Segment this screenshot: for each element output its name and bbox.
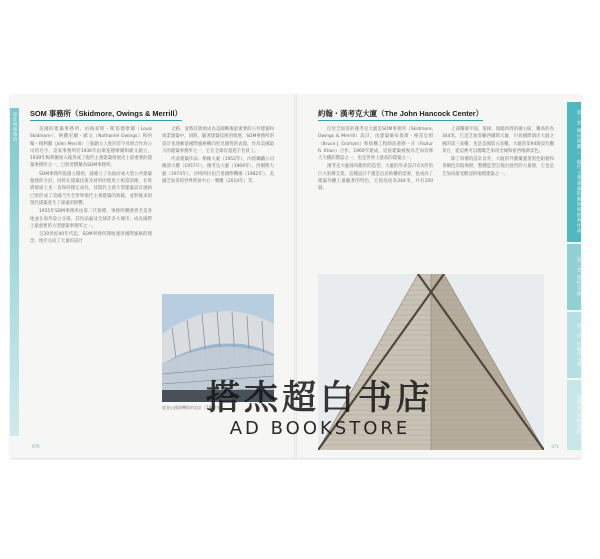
left-column-2 <box>162 126 274 186</box>
left-photo-caption: 霍金山國際機場的設計（1982年） <box>162 405 225 410</box>
right-page-number: 071 <box>551 445 559 450</box>
right-column-2 <box>442 126 554 179</box>
watermark-english: AD BOOKSTORE <box>229 418 411 439</box>
right-col2-paragraph: 上部樓層平面、電梯、環繞四周的辦公區，樓高約為344米，它是芝加哥繼西爾斯大廈、川普國際酒店大廈之後的第三高樓，也是美國第五高樓，大廈的第94層設有觀景台，從這裡可以俯瞰芝加哥全城和密西根湖景色。 <box>442 127 554 154</box>
chapter-tab-4[interactable] <box>567 380 581 450</box>
left-col1-paragraph: 自20世紀40年代起，SOM事務所開始運用國際風格的理念，逐步完成了大量的設計 <box>30 232 152 245</box>
chapter-tab-3-label: 第三章 后現代主義 <box>576 322 581 368</box>
bookstore-watermark <box>170 380 470 439</box>
chapter-tab-1-label: 第一章 城市規劃 ｜ 現代主義建築的開始與經典作品 <box>576 110 581 234</box>
chapter-tabs <box>567 102 581 450</box>
right-column-1 <box>318 126 433 194</box>
left-column-1 <box>30 126 152 247</box>
chapter-tab-1[interactable] <box>567 102 581 242</box>
left-side-tab-label: 設計與建築的 <box>13 112 18 142</box>
left-heading: SOM 事務所（Skidmore, Owings & Merrill） <box>30 108 182 121</box>
right-heading: 約翰・漢考克大廈（The John Hancock Center） <box>318 108 483 121</box>
right-col1-paragraph: 位於芝加哥的漢考克大廈是SOM事務所（Skidmore, Owings & Merrill）設計，由建築師布魯斯・格雷厄姆（Bruce J. Graham）和結構工程師法茲勒・汗（Fazlur R. Khan）合作，1969年建成，這座建築被視為芝加哥摩天大樓的標誌之一，也是世界上最高的建築之一。 <box>318 127 433 162</box>
left-col2-paragraph: 之路，並將其發展成為美國戰後最重要的公共建築和商業建築中，同時，隨著建築技術的發展，SOM事務所的設計也逐漸從國際風格轉向更具個性的表現，作為美國最大的建築事務所之一，它在全球有超過千名員工。 <box>162 127 274 154</box>
chapter-tab-2[interactable] <box>567 244 581 310</box>
left-page-number: 070 <box>32 445 40 450</box>
right-col1-paragraph: 漢考克大廈採用錐形的造型，大廈的外表設計有X形的巨大斜撐支架，這種設計不僅是出於結構的需要，也成為了建築外觀上最顯著的特色，它的高度為344米，共有100層。 <box>318 164 433 192</box>
chapter-tab-3[interactable] <box>567 312 581 378</box>
left-col1-paragraph: 美國的建築事務所，由路易斯・斯基德摩爾（Louis Skidmore）、納撒尼爾・歐文（Nathaniel Owings）和約翰・梅利爾（John Merrill）三個創立人姓的首字母組合作為公司的名字，這家事務所於1936年由斯基德摩爾和歐文創立，1939年梅利爾加入後形成了現代主義建築發展史上最重要的建築事務所之一，已經習慣稱為SOM事務所。 <box>30 127 152 169</box>
left-side-tab <box>10 108 19 436</box>
chapter-tab-4-label: 第四章 高科技派 <box>576 395 581 435</box>
left-col1-paragraph: 1955年SOM事務所由第二代領導，事務所擴展到全美各地並在海外設立分部，其作品遍及全球許多大城市，成為國際上最重要的大型建築事務所之一。 <box>30 209 152 229</box>
right-col2-paragraph: 除了斜撐的設計以外，大廈的外牆覆蓋著黑色鋁板和青銅色的玻璃窗，整體造型呈現出強烈的力量感，它也是芝加哥最受歡迎的地標建築之一。 <box>442 157 554 177</box>
watermark-chinese: 搭杰超白书店 <box>206 378 434 418</box>
left-col1-paragraph: SOM事務所從創立開始，就確立了為政府或大型公共建築服務的方針，同時在建築技術及材料的使用上相當前衛，在經濟層面上也一直保持穩定成長，其現代主義大型建築設計風格已經形成了美國乃至全世界現代主義建築的典範，並對後來的現代建築產生了深遠的影響。 <box>30 171 152 206</box>
chapter-tab-2-label: 第二章 理性主義 <box>576 257 581 297</box>
left-col2-paragraph: 代表建築作品：勒維大廈（1952年），內陸鋼鐵公司總部大樓（1957年），漢考克大廈（1969年），西爾斯大廈（1974年），沙特阿拉伯吉達國際機場（1982年），美國芝加哥的世界貿易中心一號樓（2014年）等。 <box>162 157 274 185</box>
